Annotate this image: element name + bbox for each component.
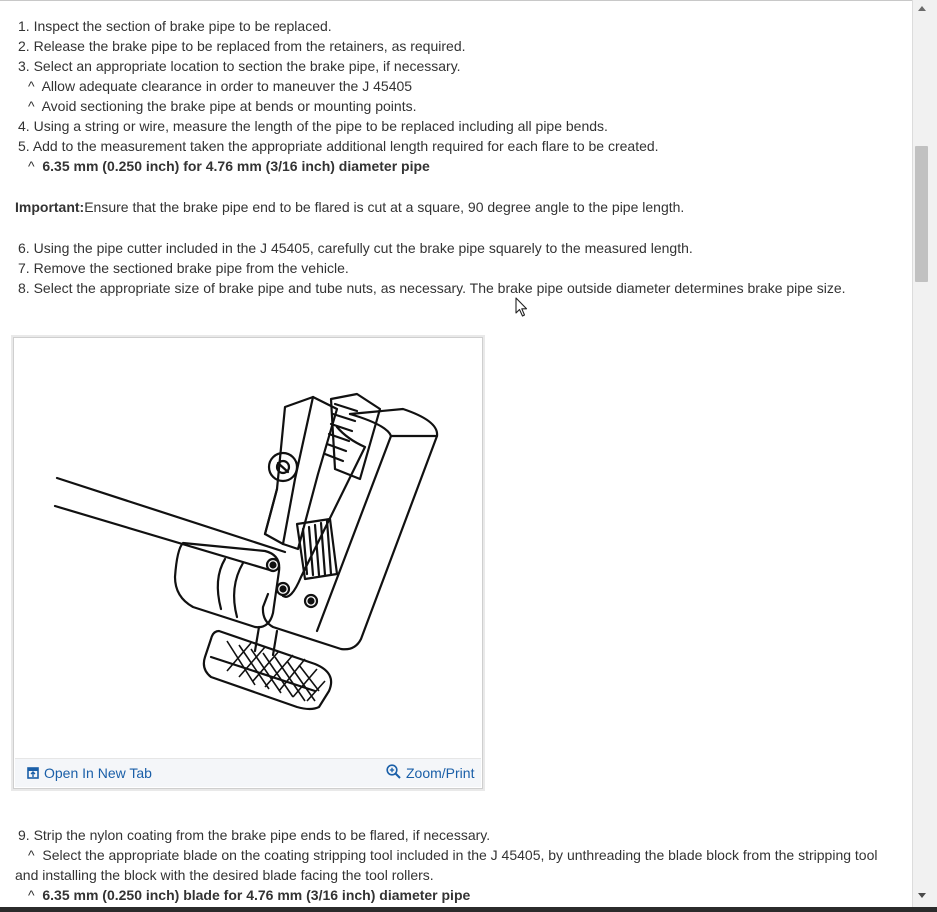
step-7: 7. Remove the sectioned brake pipe from the vehicle. <box>18 260 349 276</box>
step-1: 1. Inspect the section of brake pipe to be replaced. <box>18 18 332 34</box>
step-3: 3. Select an appropriate location to section the brake pipe, if necessary. <box>18 58 461 74</box>
step-2: 2. Release the brake pipe to be replaced from the retainers, as required. <box>18 38 466 54</box>
open-new-tab-icon <box>27 767 39 779</box>
mouse-cursor-icon <box>515 297 529 318</box>
step-9-sub-2: ^ 6.35 mm (0.250 inch) blade for 4.76 mm (3/16 inch) diameter pipe <box>28 887 471 903</box>
step-5-sub-1: ^ 6.35 mm (0.250 inch) for 4.76 mm (3/16 inch) diameter pipe <box>28 158 430 174</box>
zoom-print-link[interactable] <box>386 760 474 782</box>
step-6: 6. Using the pipe cutter included in the J 45405, carefully cut the brake pipe squarely to the measured length. <box>18 240 693 256</box>
important-note <box>15 197 684 217</box>
zoom-print-label: Zoom/Print <box>406 765 475 781</box>
top-border <box>0 0 912 1</box>
step-3-sub-1: ^ Allow adequate clearance in order to maneuver the J 45405 <box>28 78 413 94</box>
window-bottom-edge <box>0 907 937 912</box>
scroll-up-arrow-icon[interactable] <box>918 6 926 11</box>
step-9-sub-1-cont: and installing the block with the desired blade facing the tool rollers. <box>15 867 434 883</box>
open-in-new-tab-label: Open In New Tab <box>44 765 152 781</box>
illustration-figure <box>13 337 483 789</box>
step-5: 5. Add to the measurement taken the appropriate additional length required for each flare to be created. <box>18 138 659 154</box>
scroll-down-arrow-icon[interactable] <box>918 893 926 898</box>
open-in-new-tab-link[interactable] <box>27 764 152 782</box>
zoom-icon <box>386 764 401 779</box>
step-9-sub-1: ^ Select the appropriate blade on the coating stripping tool included in the J 45405, by unthreading the blade block from the stripping tool <box>28 847 878 863</box>
vertical-scrollbar[interactable] <box>912 0 937 907</box>
important-text: Ensure that the brake pipe end to be flared is cut at a square, 90 degree angle to the pipe length. <box>84 199 685 215</box>
step-3-sub-2: ^ Avoid sectioning the brake pipe at bends or mounting points. <box>28 98 417 114</box>
important-label: Important: <box>15 199 85 215</box>
scrollbar-thumb[interactable] <box>915 146 928 282</box>
step-4: 4. Using a string or wire, measure the length of the pipe to be replaced including all pipe bends. <box>18 118 608 134</box>
pipe-cutter-tool-illustration <box>15 339 481 757</box>
figure-toolbar <box>15 758 481 787</box>
step-9: 9. Strip the nylon coating from the brake pipe ends to be flared, if necessary. <box>18 827 491 843</box>
step-8: 8. Select the appropriate size of brake pipe and tube nuts, as necessary. The brake pipe outside diameter determines brake pipe size. <box>18 280 846 296</box>
